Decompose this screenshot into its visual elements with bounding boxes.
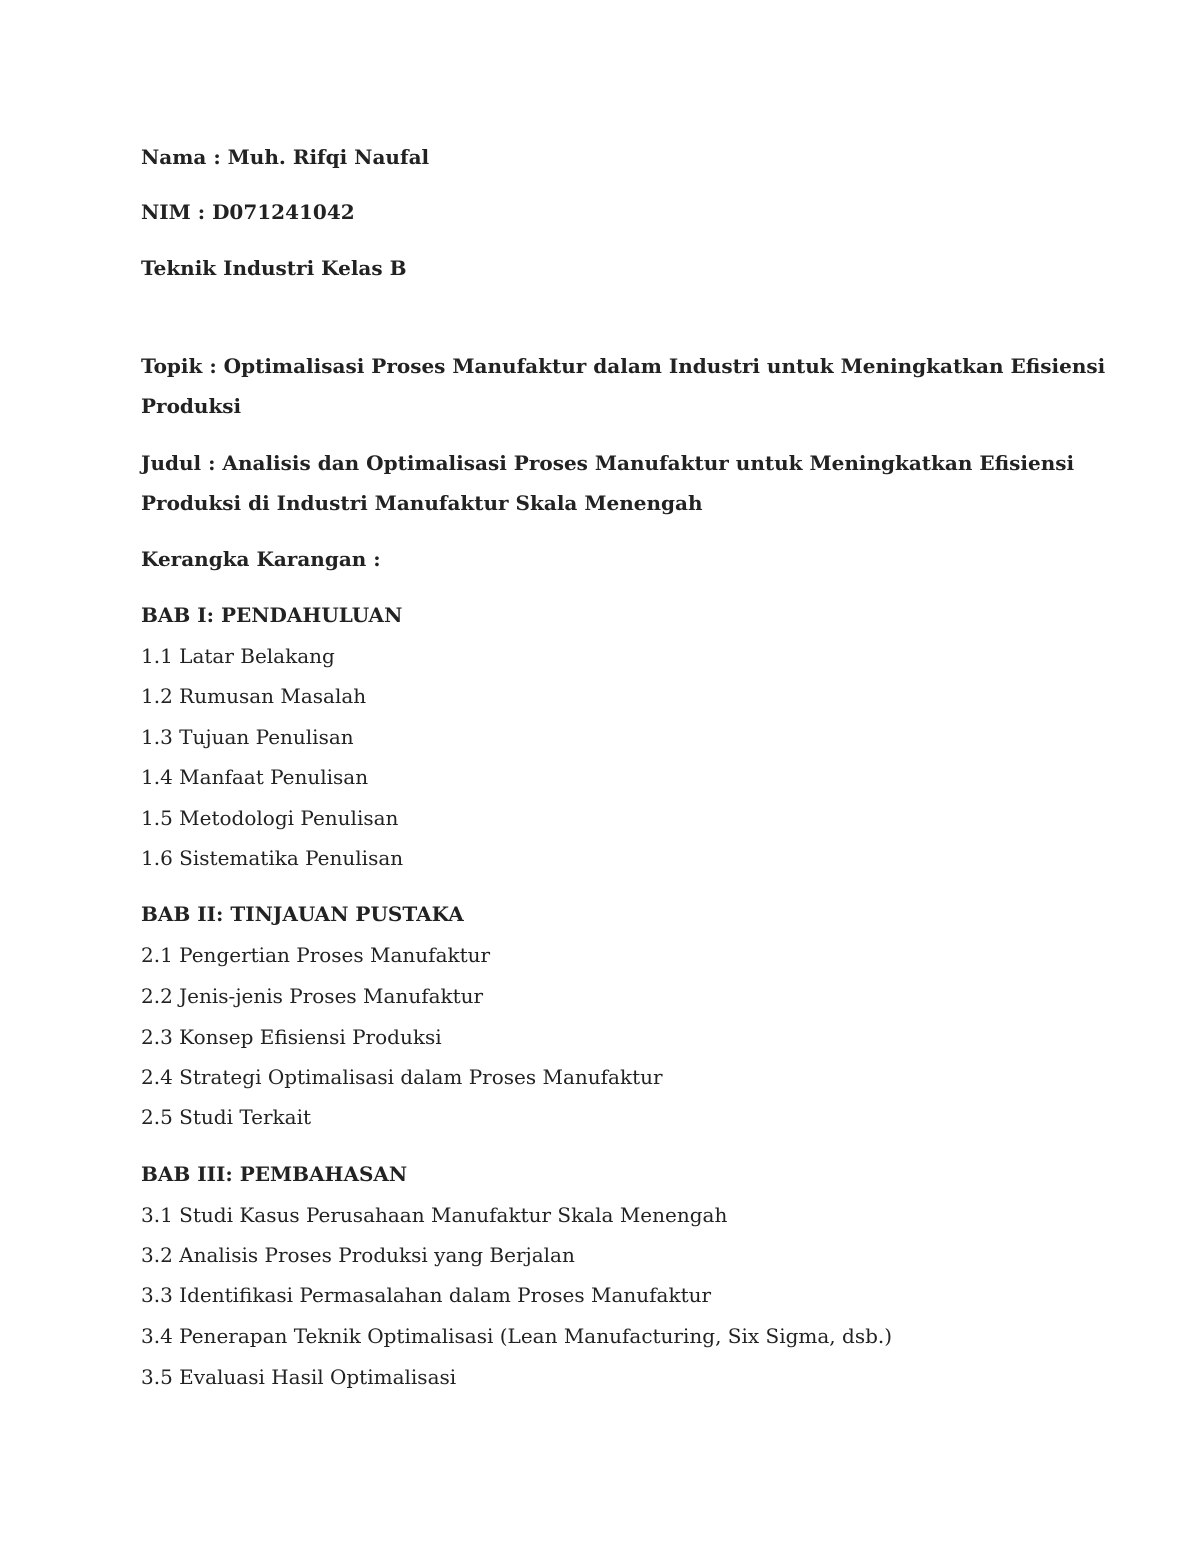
outline-item: 3.4 Penerapan Teknik Optimalisasi (Lean Manufacturing, Six Sigma, dsb.): [141, 1324, 893, 1348]
outline-item: 2.5 Studi Terkait: [141, 1105, 311, 1129]
topic-line-2: Produksi: [141, 394, 242, 418]
outline-item: 1.1 Latar Belakang: [141, 644, 335, 668]
outline-label: Kerangka Karangan :: [141, 547, 381, 571]
topic-line-1: Topik : Optimalisasi Proses Manufaktur dalam Industri untuk Meningkatkan Efisiensi: [141, 354, 1106, 378]
outline-item: 2.1 Pengertian Proses Manufaktur: [141, 943, 491, 967]
outline-item: 2.3 Konsep Efisiensi Produksi: [141, 1025, 442, 1049]
outline-item: 1.2 Rumusan Masalah: [141, 684, 367, 708]
outline-item: 1.3 Tujuan Penulisan: [141, 725, 354, 749]
outline-item: 2.4 Strategi Optimalisasi dalam Proses Manufaktur: [141, 1065, 663, 1089]
outline-item: 2.2 Jenis-jenis Proses Manufaktur: [141, 984, 484, 1008]
outline-item: 1.6 Sistematika Penulisan: [141, 846, 404, 870]
chapter-title: BAB III: PEMBAHASAN: [141, 1162, 408, 1186]
outline-item: 1.4 Manfaat Penulisan: [141, 765, 369, 789]
outline-item: 1.5 Metodologi Penulisan: [141, 806, 399, 830]
outline-item: 3.5 Evaluasi Hasil Optimalisasi: [141, 1365, 457, 1389]
outline-item: 3.1 Studi Kasus Perusahaan Manufaktur Skala Menengah: [141, 1203, 728, 1227]
title-line-2: Produksi di Industri Manufaktur Skala Menengah: [141, 491, 703, 515]
student-class: Teknik Industri Kelas B: [141, 256, 407, 280]
chapter-title: BAB I: PENDAHULUAN: [141, 603, 403, 627]
outline-item: 3.3 Identifikasi Permasalahan dalam Proses Manufaktur: [141, 1283, 712, 1307]
title-line-1: Judul : Analisis dan Optimalisasi Proses Manufaktur untuk Meningkatkan Efisiensi: [141, 451, 1075, 475]
student-nim: NIM : D071241042: [141, 200, 355, 224]
outline-item: 3.2 Analisis Proses Produksi yang Berjalan: [141, 1243, 575, 1267]
chapter-title: BAB II: TINJAUAN PUSTAKA: [141, 902, 464, 926]
student-name: Nama : Muh. Rifqi Naufal: [141, 145, 430, 169]
